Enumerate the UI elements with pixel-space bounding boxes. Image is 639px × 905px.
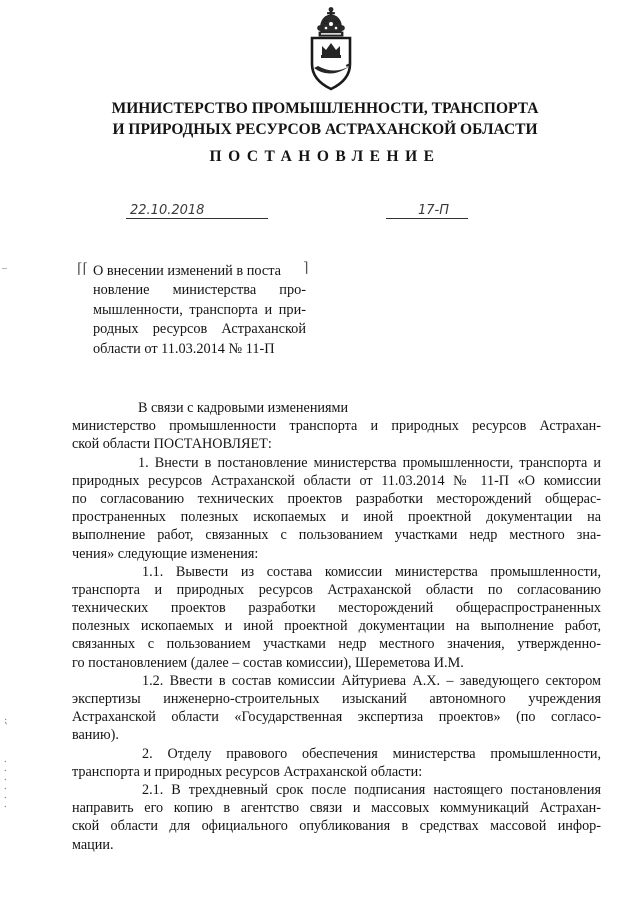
number-field <box>386 199 468 219</box>
body-line: ской области ПОСТАНОВЛЯЕТ: <box>72 436 272 453</box>
body-line: министерство промышленности транспорта и природных ресурсов Астрахан- <box>72 418 601 435</box>
subject-line: области от 11.03.2014 № 11-П <box>93 340 275 357</box>
body-line: выполнение работ, связанных с пользованием участками недр местного зна- <box>72 527 601 544</box>
margin-mark-dash: – <box>2 263 7 274</box>
coat-of-arms-emblem <box>300 6 362 92</box>
margin-mark-binding: ⸱ ⸱ ⸱ ⸱ ⸱ ⸱ <box>4 757 7 813</box>
body-line: го постановлением (далее – состав комиссии), Шереметова И.М. <box>72 654 464 671</box>
body-line: Астраханской области «Государственная экспертиза проектов» (по согласо- <box>72 709 601 726</box>
ministry-name <box>60 98 590 140</box>
document-body <box>72 399 601 854</box>
body-line: экспертизы инженерно-строительных изысканий автономного учреждения <box>72 691 601 707</box>
body-line: 1.1. Вывести из состава комиссии министерства промышленности, <box>142 563 601 580</box>
body-line: 2.1. В трехдневный срок после подписания настоящего постановления <box>142 781 601 798</box>
body-line: 1.2. Ввести в состав комиссии Айтуриева А.Х. – заведующего сектором <box>142 672 601 689</box>
subject-bracket-left: ⌈⌈ <box>77 262 88 277</box>
body-line: полезных ископаемых и иной проектной документации на выполнение работ, <box>72 618 601 635</box>
ministry-name-line-2: И ПРИРОДНЫХ РЕСУРСОВ АСТРАХАНСКОЙ ОБЛАСТИ <box>112 121 538 138</box>
body-line: 2. Отделу правового обеспечения министерства промышленности, <box>142 745 601 762</box>
ministry-name-line-1: МИНИСТЕРСТВО ПРОМЫШЛЕННОСТИ, ТРАНСПОРТА <box>111 100 539 117</box>
body-line: мации. <box>72 836 114 853</box>
date-field <box>126 199 268 219</box>
body-line: природных ресурсов Астраханской области от 11.03.2014 № 11-П «О комиссии <box>72 472 601 489</box>
body-line: транспорта и природных ресурсов Астраханской области по согласованию <box>72 581 601 598</box>
body-line: технических проектов разработки месторождений общераспространенных <box>72 600 601 617</box>
body-line: В связи с кадровыми изменениями <box>138 400 349 416</box>
body-line: по согласованию технических проектов разработки месторождений общерас- <box>72 490 601 507</box>
subject-bracket-right: ⌉ <box>303 261 309 276</box>
handwritten-number: 17-П <box>418 203 450 218</box>
body-line: пространенных полезных ископаемых и иной проектной документации на <box>72 509 601 526</box>
subject-block <box>93 261 309 359</box>
body-line: транспорта и природных ресурсов Астраханской области: <box>72 763 423 780</box>
document-type-heading: ПОСТАНОВЛЕНИЕ <box>209 148 441 165</box>
body-line: ванию). <box>72 727 119 744</box>
subject-line: мышленности, транспорта и при- <box>93 301 306 318</box>
subject-line: новление министерства про- <box>93 282 306 299</box>
body-line: связанных с пользованием участками недр местного значения, утвержденно- <box>72 636 601 653</box>
body-line: чения» следующие изменения: <box>72 545 259 562</box>
subject-line: родных ресурсов Астраханской <box>93 321 306 338</box>
handwritten-date: 22.10.2018 <box>130 203 205 218</box>
body-line: направить его копию в агентство связи и массовых коммуникаций Астрахан- <box>72 800 601 817</box>
body-line: ской области для официального опубликования в средствах массовой инфор- <box>72 818 601 835</box>
margin-mark-staple: ⁏ <box>4 715 8 726</box>
subject-line: О внесении изменений в поста <box>93 263 282 279</box>
body-line: 1. Внести в постановление министерства промышленности, транспорта и <box>138 454 601 471</box>
